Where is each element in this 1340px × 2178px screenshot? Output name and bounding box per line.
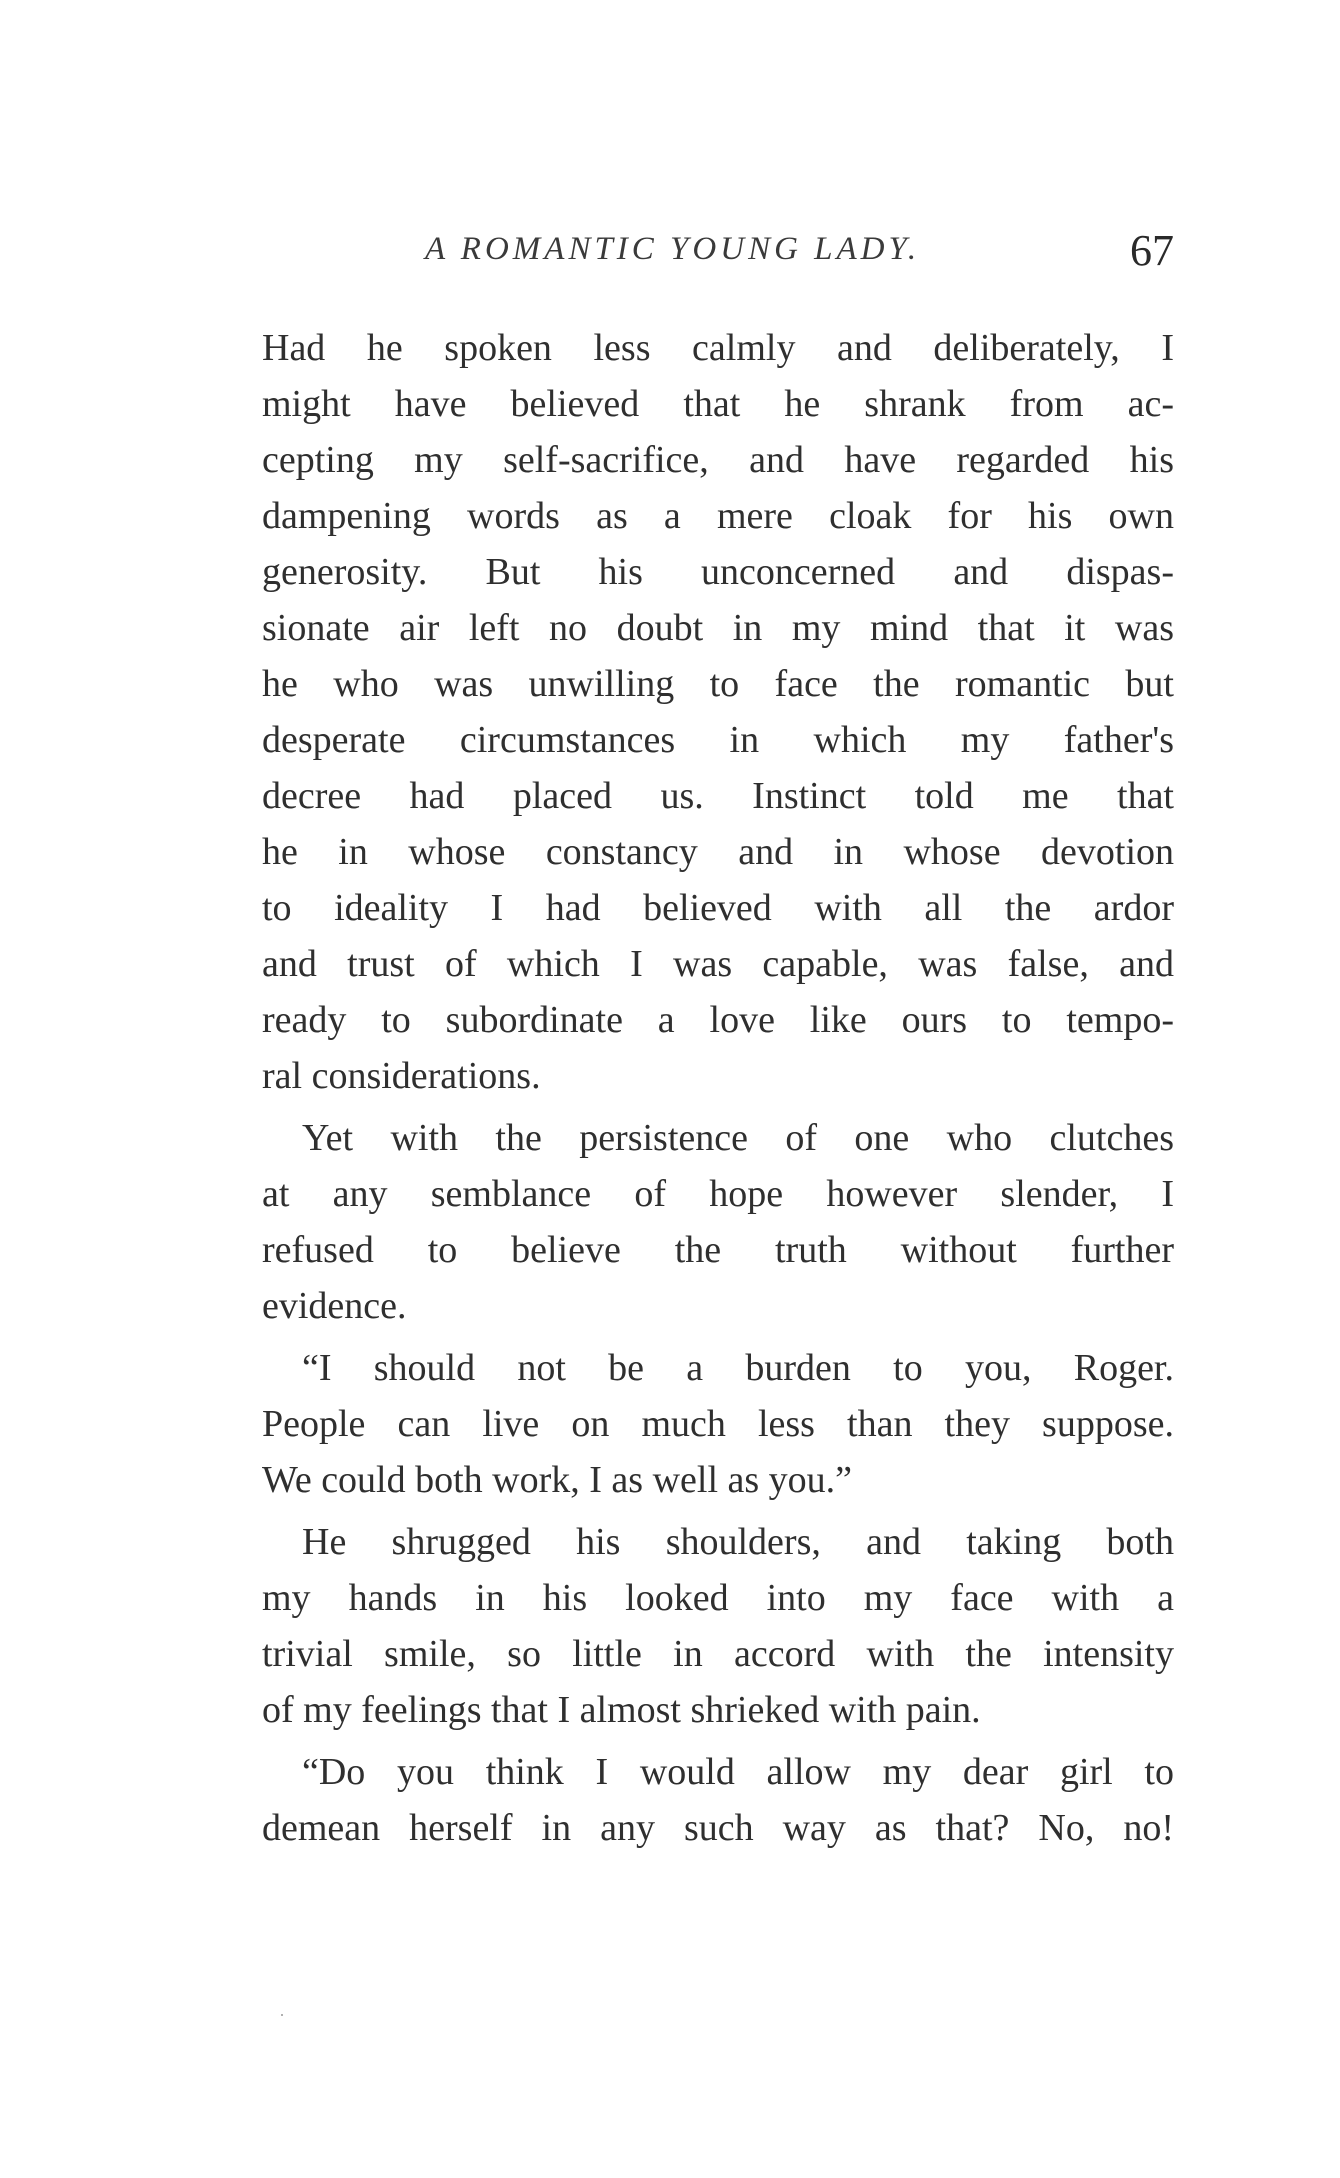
text-line: “I should not be a burden to you, Roger. bbox=[302, 1347, 1174, 1389]
paragraph bbox=[262, 320, 1174, 1104]
text-line: trivial smile, so little in accord with the intensity bbox=[262, 1633, 1174, 1675]
text-line: refused to believe the truth without further bbox=[262, 1229, 1174, 1271]
text-line: decree had placed us. Instinct told me that bbox=[262, 775, 1174, 817]
text-line: my hands in his looked into my face with a bbox=[262, 1577, 1174, 1619]
text-line: and trust of which I was capable, was false, and bbox=[262, 943, 1174, 985]
text-line: generosity. But his unconcerned and dispas- bbox=[262, 551, 1174, 593]
text-line: We could both work, I as well as you.” bbox=[262, 1459, 853, 1501]
text-line: at any semblance of hope however slender, I bbox=[262, 1173, 1174, 1215]
text-line: he who was unwilling to face the romantic but bbox=[262, 663, 1174, 705]
text-line: demean herself in any such way as that? No, no! bbox=[262, 1807, 1174, 1849]
text-line: sionate air left no doubt in my mind that it was bbox=[262, 607, 1174, 649]
text-line: “Do you think I would allow my dear girl to bbox=[302, 1751, 1174, 1793]
text-line: Yet with the persistence of one who clutches bbox=[302, 1117, 1174, 1159]
text-line: evidence. bbox=[262, 1285, 407, 1327]
paragraph bbox=[262, 1514, 1174, 1738]
text-line: ready to subordinate a love like ours to tempo- bbox=[262, 999, 1174, 1041]
text-line: desperate circumstances in which my father's bbox=[262, 719, 1174, 761]
text-line: ral considerations. bbox=[262, 1055, 541, 1097]
paragraph bbox=[262, 1110, 1174, 1334]
text-line: dampening words as a mere cloak for his own bbox=[262, 495, 1174, 537]
paragraph bbox=[262, 1744, 1174, 1856]
page-number: 67 bbox=[1130, 226, 1174, 275]
text-line: cepting my self-sacrifice, and have regarded his bbox=[262, 439, 1174, 481]
running-title: A ROMANTIC YOUNG LADY. bbox=[425, 231, 921, 267]
text-line: of my feelings that I almost shrieked with pain. bbox=[262, 1689, 981, 1731]
text-line: He shrugged his shoulders, and taking both bbox=[302, 1521, 1174, 1563]
body-text bbox=[262, 320, 1174, 1856]
running-head bbox=[262, 225, 1174, 285]
text-line: People can live on much less than they suppose. bbox=[262, 1403, 1174, 1445]
paper-speck bbox=[281, 2014, 283, 2016]
text-line: he in whose constancy and in whose devotion bbox=[262, 831, 1174, 873]
text-line: Had he spoken less calmly and deliberately, I bbox=[262, 327, 1174, 369]
text-line: to ideality I had believed with all the ardor bbox=[262, 887, 1174, 929]
text-line: might have believed that he shrank from ac- bbox=[262, 383, 1174, 425]
paragraph bbox=[262, 1340, 1174, 1508]
